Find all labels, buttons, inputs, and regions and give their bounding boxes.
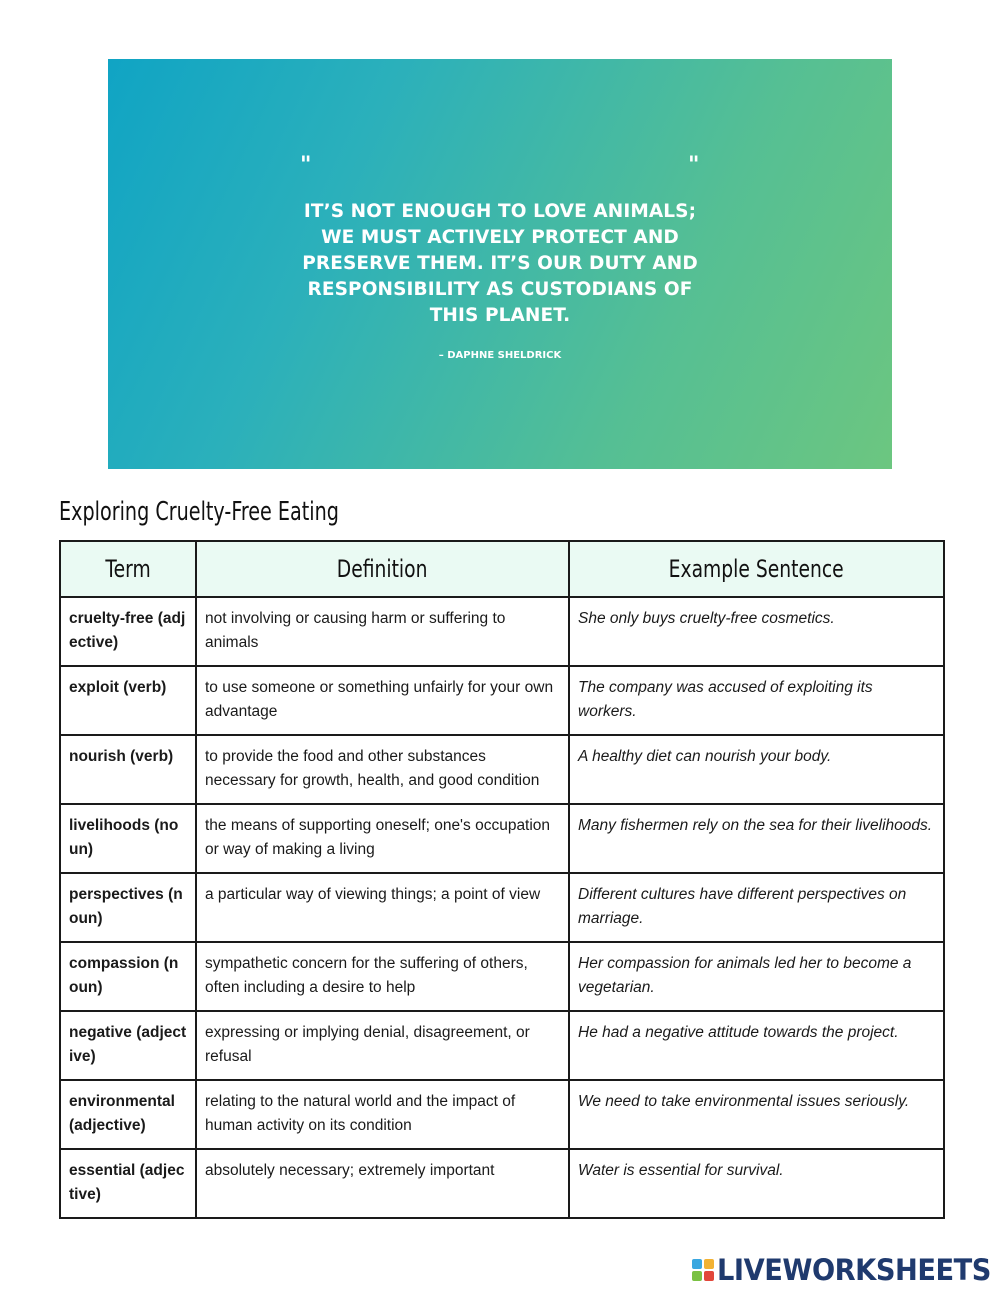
table-row — [60, 735, 944, 804]
table-cell-definition: relating to the natural world and the impact of human activity on its condition — [196, 1080, 569, 1149]
table-cell-example: A healthy diet can nourish your body. — [569, 735, 944, 804]
column-header-term — [60, 541, 196, 597]
table-cell-example: Many fishermen rely on the sea for their livelihoods. — [569, 804, 944, 873]
table-cell-example: She only buys cruelty-free cosmetics. — [569, 597, 944, 666]
column-header-example — [569, 541, 944, 597]
table-cell-definition: not involving or causing harm or suffering to animals — [196, 597, 569, 666]
table-header-row — [60, 541, 944, 597]
table-cell-term: exploit (verb) — [60, 666, 196, 735]
table-cell-definition: sympathetic concern for the suffering of others, often including a desire to help — [196, 942, 569, 1011]
table-cell-term: perspectives (noun) — [60, 873, 196, 942]
close-quote-mark: " — [688, 153, 700, 178]
table-row — [60, 666, 944, 735]
table-cell-definition: absolutely necessary; extremely important — [196, 1149, 569, 1218]
table-cell-term: environmental (adjective) — [60, 1080, 196, 1149]
quote-banner — [108, 59, 892, 469]
column-header-example-label: Example Sentence — [669, 555, 844, 583]
table-row — [60, 1080, 944, 1149]
table-cell-definition: to use someone or something unfairly for your own advantage — [196, 666, 569, 735]
vocabulary-table — [59, 540, 945, 1219]
table-cell-example: He had a negative attitude towards the project. — [569, 1011, 944, 1080]
table-cell-term: nourish (verb) — [60, 735, 196, 804]
table-cell-example: Different cultures have different perspectives on marriage. — [569, 873, 944, 942]
table-cell-example: We need to take environmental issues seriously. — [569, 1080, 944, 1149]
logo-block-2 — [704, 1259, 714, 1269]
table-row — [60, 597, 944, 666]
table-cell-example: Water is essential for survival. — [569, 1149, 944, 1218]
table-cell-term: livelihoods (noun) — [60, 804, 196, 873]
table-cell-definition: a particular way of viewing things; a point of view — [196, 873, 569, 942]
quote-text: IT’S NOT ENOUGH TO LOVE ANIMALS; WE MUST ACTIVELY PROTECT AND PRESERVE THEM. IT’S OUR DUTY AND RESPONSIBILITY AS CUSTODIANS OF THIS PLANET. — [302, 201, 698, 326]
section-title: Exploring Cruelty-Free Eating — [59, 497, 339, 527]
table-cell-definition: expressing or implying denial, disagreement, or refusal — [196, 1011, 569, 1080]
vocabulary-table-body — [60, 597, 944, 1218]
table-row — [60, 942, 944, 1011]
table-cell-term: cruelty-free (adjective) — [60, 597, 196, 666]
open-quote-mark: " — [300, 153, 312, 178]
column-header-term-label: Term — [105, 555, 151, 583]
table-cell-definition: the means of supporting oneself; one's occupation or way of making a living — [196, 804, 569, 873]
logo-blocks-icon — [692, 1259, 714, 1281]
logo-block-4 — [704, 1271, 714, 1281]
table-row — [60, 1149, 944, 1218]
table-row — [60, 1011, 944, 1080]
table-cell-term: compassion (noun) — [60, 942, 196, 1011]
table-cell-term: essential (adjective) — [60, 1149, 196, 1218]
table-cell-definition: to provide the food and other substances necessary for growth, health, and good condition — [196, 735, 569, 804]
table-cell-example: Her compassion for animals led her to become a vegetarian. — [569, 942, 944, 1011]
table-row — [60, 873, 944, 942]
quote-author: – DAPHNE SHELDRICK — [438, 350, 562, 361]
logo-text: LIVEWORKSHEETS — [717, 1253, 991, 1287]
logo-block-1 — [692, 1259, 702, 1269]
table-row — [60, 804, 944, 873]
column-header-definition — [196, 541, 569, 597]
column-header-definition-label: Definition — [337, 555, 428, 583]
logo-block-3 — [692, 1271, 702, 1281]
table-cell-term: negative (adjective) — [60, 1011, 196, 1080]
table-cell-example: The company was accused of exploiting its workers. — [569, 666, 944, 735]
liveworksheets-logo — [692, 1253, 1000, 1287]
